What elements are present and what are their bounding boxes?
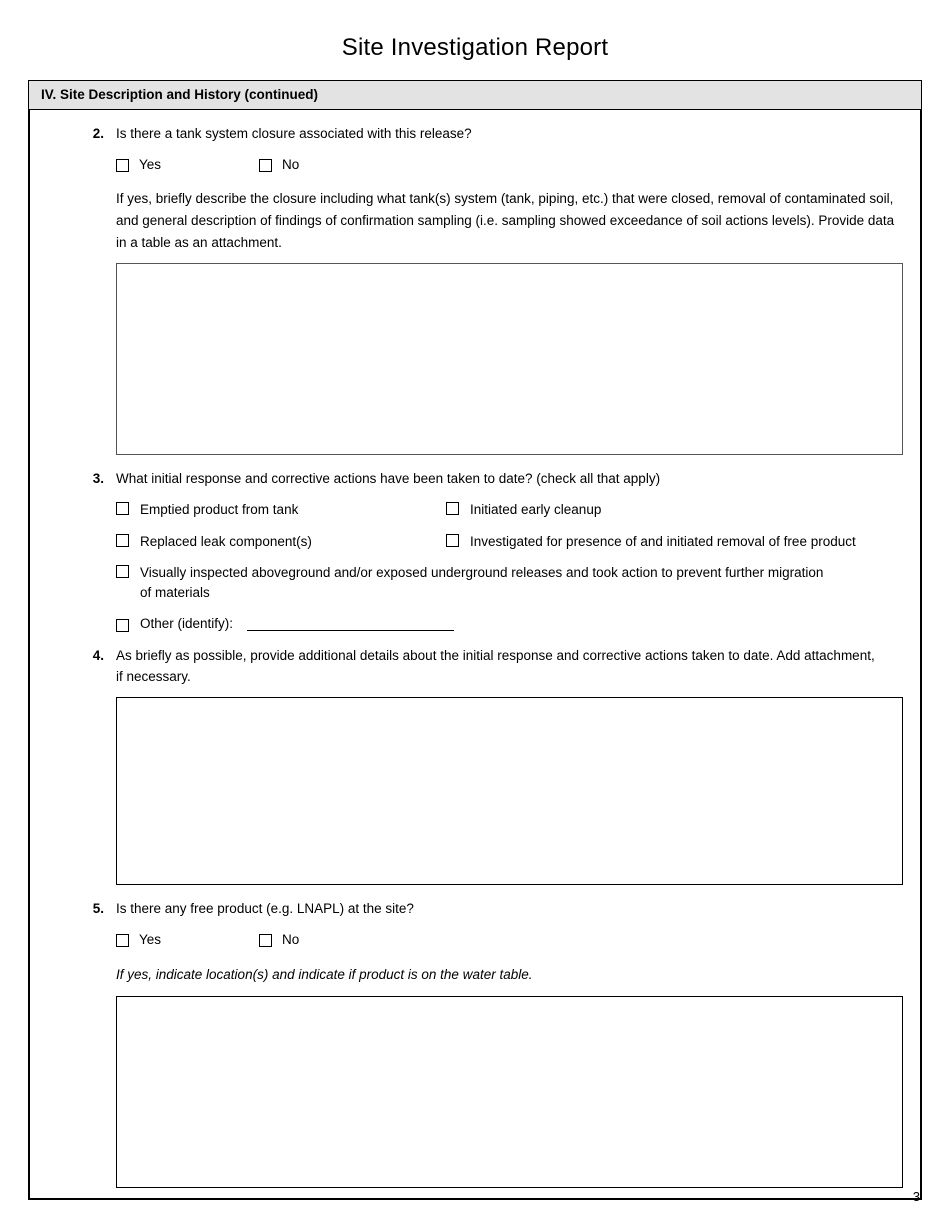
question-5-yesno-group [116,930,903,951]
checkbox-icon[interactable] [259,159,272,172]
question-2-description: If yes, briefly describe the closure including what tank(s) system (tank, piping, etc.) that were closed, removal of contaminated soil, and general description of findings of confirmation sampling (i.e. sampling showed exceedance of soil actions levels). Provide data in a table as an attachment. [116,190,895,250]
option-label: Visually inspected aboveground and/or exposed underground releases and took action to prevent further migration of materials [140,564,824,601]
question-2-text: Is there a tank system closure associated with this release? [116,126,472,141]
question-2-no-option[interactable] [259,155,299,176]
question-2-no-label: No [282,156,300,172]
question-3-option-emptied-product[interactable] [116,500,446,520]
question-5-text: Is there any free product (e.g. LNAPL) at the site? [116,901,414,917]
option-label: Initiated early cleanup [470,502,602,518]
option-row [116,614,911,634]
question-5-no-label: No [282,932,300,948]
checkbox-icon[interactable] [446,534,459,547]
question-4-number: 4. [92,647,104,663]
option-label: Investigated for presence of and initiated removal of free product [470,533,856,549]
option-label: Other (identify): [140,616,234,632]
option-row [116,563,911,604]
question-5-no-option[interactable] [259,930,299,951]
question-3-option-visually-inspected[interactable] [116,563,836,604]
question-4-text: As briefly as possible, provide additional details about the initial response and corrective actions taken to date. Add attachment, if necessary. [116,647,875,684]
question-4 [30,646,920,886]
question-3-other-input[interactable] [247,617,454,631]
page-number: 3 [912,1189,920,1204]
checkbox-icon[interactable] [116,502,129,515]
question-4-answer-box[interactable] [116,697,903,885]
checkbox-icon[interactable] [116,619,129,632]
question-3-option-investigated-free-product[interactable] [446,532,911,552]
question-2-number: 2. [92,126,104,141]
option-label: Replaced leak component(s) [140,533,312,549]
question-3-text: What initial response and corrective actions have been taken to date? (check all that apply) [116,471,661,487]
checkbox-icon[interactable] [116,534,129,547]
question-5-number: 5. [92,901,104,917]
form-body [28,110,922,1200]
question-5-answer-box[interactable] [116,996,903,1188]
checkbox-icon[interactable] [116,934,129,947]
checkbox-icon[interactable] [446,502,459,515]
question-3-options [116,500,911,634]
question-3-option-replaced-leak-component[interactable] [116,532,446,552]
question-3 [30,469,920,645]
question-2-yes-option[interactable] [116,155,161,176]
option-label: Emptied product from tank [140,502,299,518]
question-5-yes-label: Yes [139,932,162,948]
checkbox-icon[interactable] [259,934,272,947]
question-3-option-other[interactable] [116,614,454,634]
question-5-description: If yes, indicate location(s) and indicate if product is on the water table. [116,967,533,983]
question-3-number: 3. [92,471,104,487]
section-header: IV. Site Description and History (continued) [28,80,922,110]
question-5 [30,899,920,1188]
option-row [116,532,911,552]
question-2-yes-label: Yes [139,156,162,172]
page-title: Site Investigation Report [341,34,609,61]
question-2-answer-box[interactable] [116,263,903,455]
question-2 [30,124,920,455]
question-2-yesno-group [116,155,903,176]
checkbox-icon[interactable] [116,159,129,172]
question-5-yes-option[interactable] [116,930,161,951]
checkbox-icon[interactable] [116,565,129,578]
question-3-option-initiated-early-cleanup[interactable] [446,500,911,520]
option-row [116,500,911,520]
